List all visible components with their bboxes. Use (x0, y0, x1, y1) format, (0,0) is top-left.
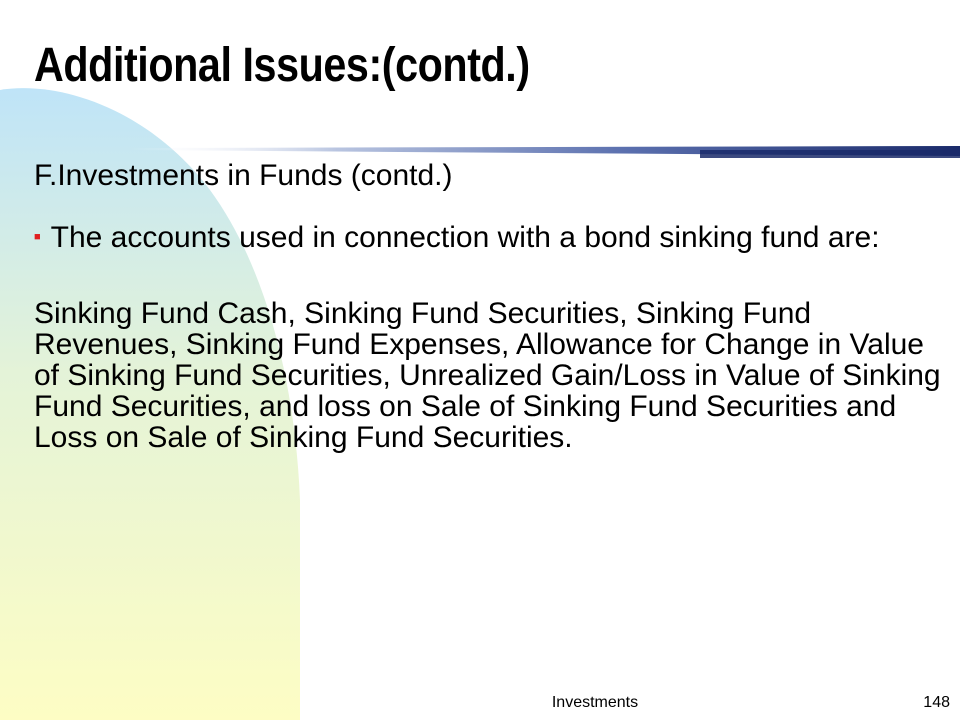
bullet-text: The accounts used in connection with a bond sinking fund are: (50, 221, 880, 254)
slide-title: Additional Issues:(contd.) (34, 39, 530, 92)
bullet-paragraph (34, 223, 944, 254)
square-bullet-icon: ■ (34, 231, 41, 244)
section-subheading: F.Investments in Funds (contd.) (34, 159, 453, 192)
slide-content (34, 150, 944, 453)
footer-label: Investments (551, 694, 639, 711)
page-number: 148 (923, 694, 950, 711)
accounts-list-paragraph: Sinking Fund Cash, Sinking Fund Securities, Sinking Fund Revenues, Sinking Fund Expenses, Allowance for Change in Value of Sinking Fund Securities, Unrealized Gain/Loss in Value of Sinking Fund Securities, and loss on Sale of Sinking Fund Securities and Loss on Sale of Sinking Fund Securities. (34, 297, 941, 455)
